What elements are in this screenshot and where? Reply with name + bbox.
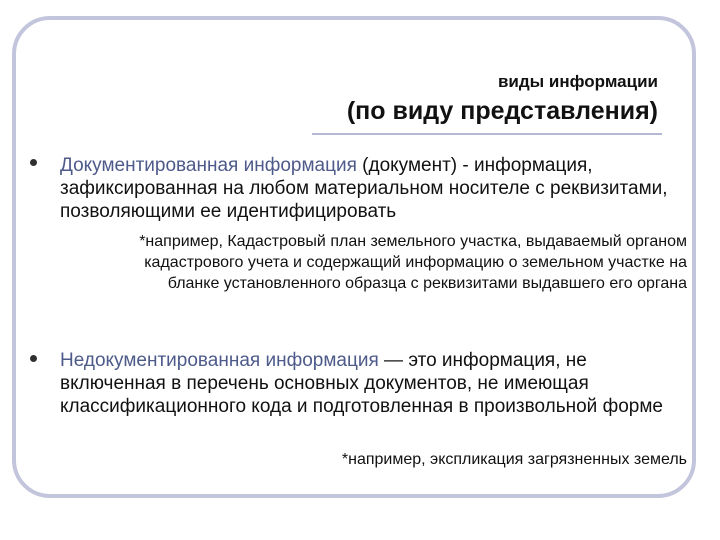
item-text: — это информация, не включенная в перечень основных документов, не имеющая классификационного кода и подготовленная в произвольной форме: [60, 350, 663, 417]
slide-title: (по виду представления): [346, 97, 658, 125]
item-note: *например, экспликация загрязненных земель: [341, 451, 687, 468]
item-term: Документированная информация: [60, 155, 357, 176]
bullet-icon: [30, 355, 37, 362]
item-text: (документ) - информация, зафиксированная на любом материальном носителе с реквизитами, позволяющими ее идентифицировать: [60, 155, 668, 222]
bullet-icon: [30, 159, 37, 166]
slide-kicker: виды информации: [497, 72, 658, 91]
list-item-undocumented: [60, 349, 690, 418]
title-underline: [312, 133, 662, 135]
item-note: *например, Кадастровый план земельного участка, выдаваемый органом кадастрового учета и содержащий информацию о земельном участке на бланке установленного образца с реквизитами выдавшего его органа: [139, 233, 687, 292]
item-term: Недокументированная информация: [60, 350, 379, 371]
list-item-documented: [60, 154, 690, 223]
